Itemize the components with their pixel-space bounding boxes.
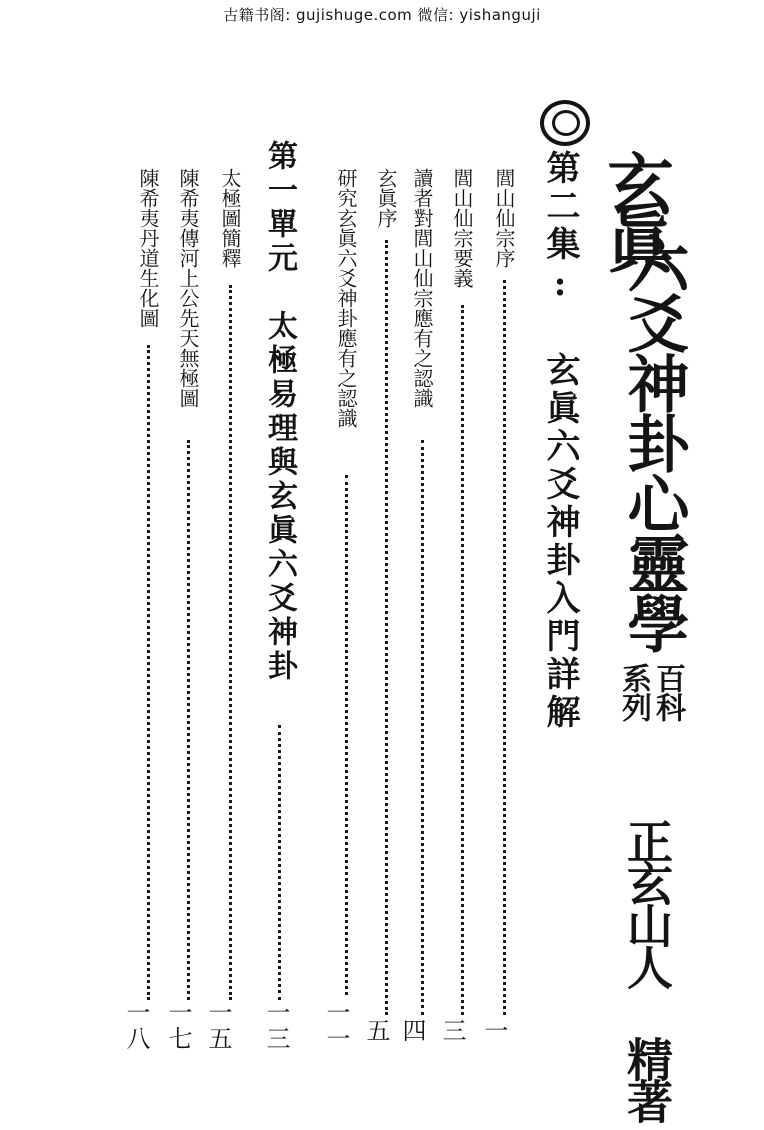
toc-entry-title: 閭山仙宗要義	[450, 168, 474, 288]
toc-entry-page: 三	[438, 1018, 466, 1044]
toc-entry-page: 一七	[164, 1000, 192, 1052]
toc-entry-title: 太極圖簡釋	[218, 168, 242, 268]
author-credit: 正玄山人 精著	[620, 818, 674, 1120]
series-label-line1: 百科	[650, 663, 685, 721]
toc-entry-page: 一五	[204, 1000, 232, 1052]
collection-marker-inner	[552, 110, 580, 136]
toc-entry-title: 讀者對閭山仙宗應有之認識	[410, 168, 434, 408]
toc-entry-title: 陳希夷丹道生化圖	[136, 168, 160, 328]
toc-entry-page: 四	[398, 1018, 426, 1044]
toc-leader-dots	[385, 240, 388, 1015]
toc-entry-title: 閭山仙宗序	[492, 168, 516, 268]
toc-leader-dots	[421, 440, 424, 1015]
toc-leader-dots	[503, 280, 506, 1015]
toc-leader-dots	[187, 440, 190, 1000]
watermark-header: 古籍书阁: gujishuge.com 微信: yishanguji	[223, 6, 541, 24]
unit-heading: 第一單元 太極易理與玄眞六爻神卦	[262, 140, 297, 684]
toc-leader-dots	[147, 345, 150, 1000]
toc-entry-page: 五	[362, 1018, 390, 1044]
toc-entry-title: 玄眞序	[374, 168, 398, 228]
collection-title: 第二集: 玄眞六爻神卦入門詳解	[540, 150, 580, 732]
toc-entry-title: 陳希夷傳河上公先天無極圖	[176, 168, 200, 408]
toc-entry-page: 一八	[122, 1000, 150, 1052]
toc-leader-dots	[229, 285, 232, 1000]
series-label-line2: 系列	[616, 663, 651, 721]
toc-leader-dots	[461, 305, 464, 1015]
book-title-main: 六爻神卦心靈學	[617, 232, 690, 652]
toc-entry-page: 一一	[322, 1000, 350, 1052]
toc-entry-page: 一三	[262, 1000, 290, 1052]
book-title-top: 玄眞	[596, 150, 674, 266]
toc-entry-title: 研究玄眞六爻神卦應有之認識	[334, 168, 358, 428]
toc-entry-page: 一	[480, 1018, 508, 1044]
toc-leader-dots	[278, 725, 281, 1000]
toc-leader-dots	[345, 475, 348, 995]
